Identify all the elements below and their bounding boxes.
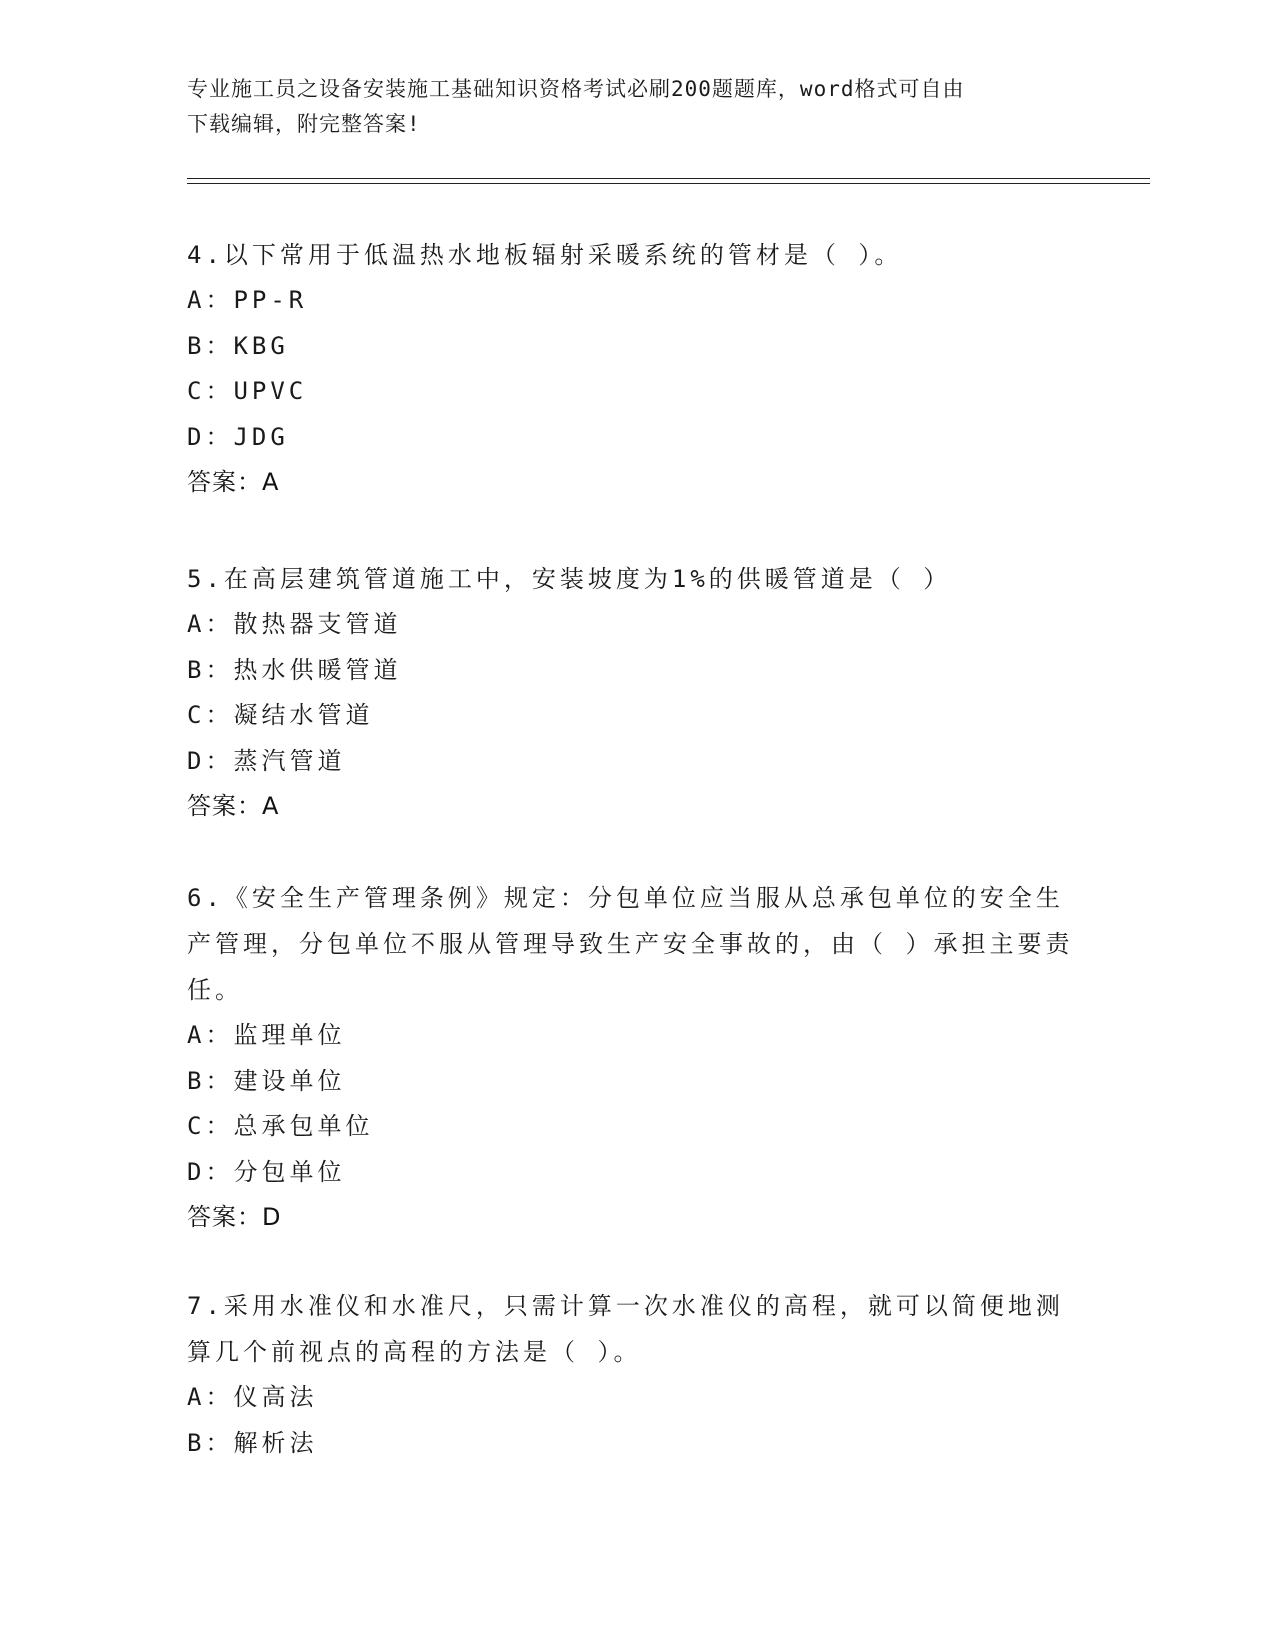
question-5 [187, 556, 1087, 828]
question-stem: 5.在高层建筑管道施工中，安装坡度为1%的供暖管道是（ ） [187, 565, 952, 593]
answer: 答案：D [187, 1203, 282, 1231]
option-b: B：热水供暖管道 [187, 655, 402, 684]
option-b: B：建设单位 [187, 1066, 346, 1095]
header-divider-bottom [187, 183, 1150, 184]
question-6 [187, 875, 1087, 1239]
option-a: A：监理单位 [187, 1021, 346, 1049]
option-a: A：散热器支管道 [187, 610, 402, 638]
header-line-2: 下载编辑，附完整答案! [187, 112, 421, 136]
question-stem: 7.采用水准仪和水准尺，只需计算一次水准仪的高程，就可以简便地测算几个前视点的高程的方法是（ ）。 [187, 1292, 1064, 1366]
option-a: A：PP-R [187, 286, 308, 314]
option-d: D：JDG [187, 422, 289, 451]
option-d: D：蒸汽管道 [187, 746, 346, 775]
option-a: A：仪高法 [187, 1383, 318, 1411]
question-stem: 6.《安全生产管理条例》规定：分包单位应当服从总承包单位的安全生产管理，分包单位不服从管理导致生产安全事故的，由（ ）承担主要责任。 [187, 884, 1074, 1004]
option-b: B：解析法 [187, 1428, 318, 1457]
header-line-1: 专业施工员之设备安装施工基础知识资格考试必刷200题题库，word格式可自由 [187, 77, 965, 101]
option-c: C：凝结水管道 [187, 701, 374, 729]
answer: 答案：A [187, 792, 280, 820]
option-c: C：UPVC [187, 377, 308, 405]
option-c: C：总承包单位 [187, 1112, 374, 1140]
document-header [187, 72, 1067, 142]
option-d: D：分包单位 [187, 1157, 346, 1186]
header-divider-top [187, 178, 1150, 179]
question-4 [187, 232, 1087, 504]
question-stem: 4.以下常用于低温热水地板辐射采暖系统的管材是（ ）。 [187, 241, 903, 269]
option-b: B：KBG [187, 331, 289, 360]
answer: 答案：A [187, 468, 280, 496]
question-7 [187, 1283, 1087, 1466]
